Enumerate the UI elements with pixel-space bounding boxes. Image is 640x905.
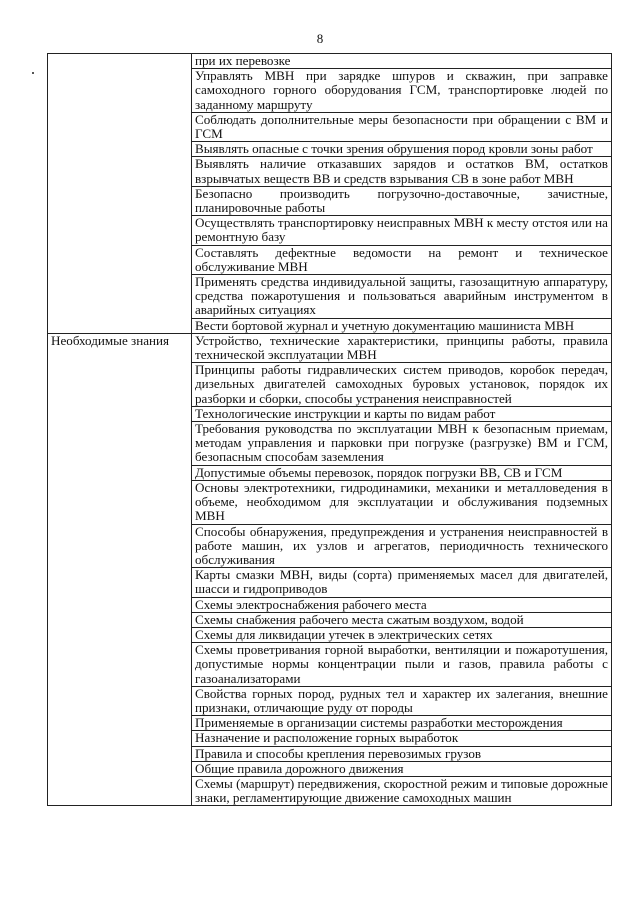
requirement-cell: Основы электротехники, гидродинамики, механики и металловедения в объеме, необходимом для эксплуатации и обслуживания подземных МВН [192, 480, 612, 524]
requirement-cell: Применять средства индивидуальной защиты, газозащитную аппаратуру, средства пожаротушения и пользоваться аварийным инструментом в аварийных ситуациях [192, 275, 612, 319]
requirement-cell: Свойства горных пород, рудных тел и характер их залегания, внешние признаки, отличающие руду от породы [192, 686, 612, 715]
competency-table [47, 53, 612, 806]
competency-table-body [48, 54, 612, 806]
requirement-cell: Назначение и расположение горных выработок [192, 731, 612, 746]
requirement-cell: Правила и способы крепления перевозимых грузов [192, 746, 612, 761]
requirement-cell: Схемы снабжения рабочего места сжатым воздухом, водой [192, 612, 612, 627]
requirement-cell: Соблюдать дополнительные меры безопасности при обращении с ВМ и ГСМ [192, 112, 612, 141]
requirement-cell: Допустимые объемы перевозок, порядок погрузки ВВ, СВ и ГСМ [192, 465, 612, 480]
requirement-cell: Выявлять опасные с точки зрения обрушения пород кровли зоны работ [192, 142, 612, 157]
requirement-cell: Управлять МВН при зарядке шпуров и скважин, при заправке самоходного горного оборудования ГСМ, транспортировке людей по заданному маршруту [192, 69, 612, 113]
requirement-cell: Способы обнаружения, предупреждения и устранения неисправностей в работе машин, их узлов и агрегатов, периодичность технического обслуживания [192, 524, 612, 568]
requirement-cell: Требования руководства по эксплуатации МВН к безопасным приемам, методам управления и парковки при погрузке (разгрузке) ВМ и ГСМ, безопасным способам заземления [192, 422, 612, 466]
requirement-cell: Принципы работы гидравлических систем приводов, коробок передач, дизельных двигателей самоходных буровых установок, порядок их разборки и сборки, способы устранения неисправностей [192, 363, 612, 407]
table-row [48, 54, 612, 69]
requirement-cell: Технологические инструкции и карты по видам работ [192, 406, 612, 421]
requirement-cell: Схемы для ликвидации утечек в электрических сетях [192, 627, 612, 642]
requirement-cell: Составлять дефектные ведомости на ремонт и техническое обслуживание МВН [192, 245, 612, 274]
requirement-cell: Выявлять наличие отказавших зарядов и остатков ВМ, остатков взрывчатых веществ ВВ и средств взрывания СВ в зоне работ МВН [192, 157, 612, 186]
requirement-cell: Схемы электроснабжения рабочего места [192, 597, 612, 612]
section-label-cell: Необходимые знания [48, 333, 192, 806]
table-row [48, 333, 612, 362]
page-number: 8 [316, 31, 324, 46]
requirement-cell: Осуществлять транспортировку неисправных МВН к месту отстоя или на ремонтную базу [192, 216, 612, 245]
requirement-cell: Схемы (маршрут) передвижения, скоростной режим и типовые дорожные знаки, регламентирующие движение самоходных машин [192, 776, 612, 805]
requirement-cell: Схемы проветривания горной выработки, вентиляции и пожаротушения, допустимые нормы концентрации пыли и газов, правила работы с газоанализаторами [192, 643, 612, 687]
requirement-cell: Безопасно производить погрузочно-доставочные, зачистные, планировочные работы [192, 186, 612, 215]
requirement-cell: Карты смазки МВН, виды (сорта) применяемых масел для двигателей, шасси и гидроприводов [192, 568, 612, 597]
requirement-cell: при их перевозке [192, 54, 612, 69]
scan-dot [32, 72, 34, 74]
section-label-cell [48, 54, 192, 334]
requirement-cell: Применяемые в организации системы разработки месторождения [192, 716, 612, 731]
requirement-cell: Общие правила дорожного движения [192, 761, 612, 776]
requirement-cell: Устройство, технические характеристики, принципы работы, правила технической эксплуатации МВН [192, 333, 612, 362]
requirement-cell: Вести бортовой журнал и учетную документацию машиниста МВН [192, 318, 612, 333]
